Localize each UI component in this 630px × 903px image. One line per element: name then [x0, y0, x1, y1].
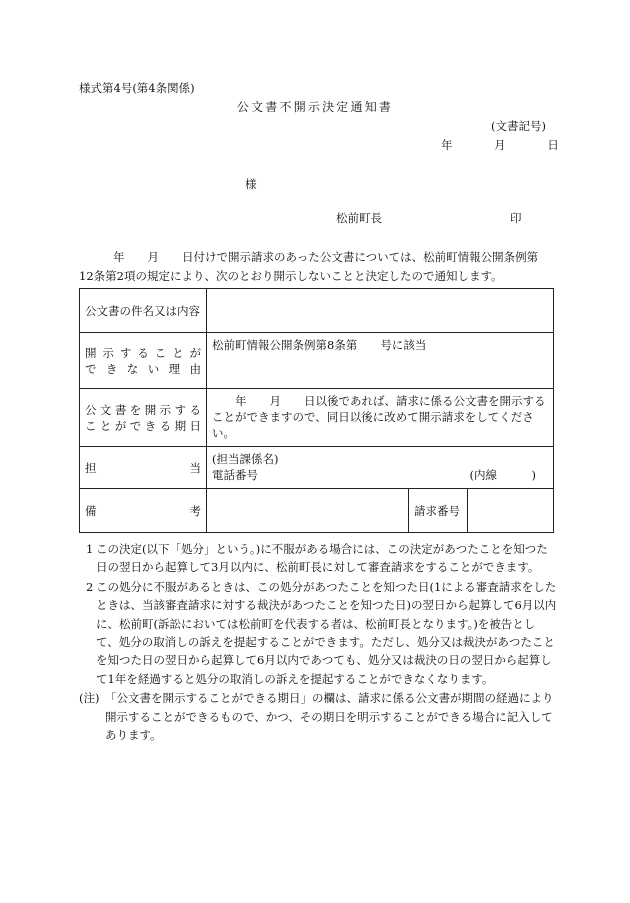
disclosure-date-value: 年 月 日以後であれば、請求に係る公文書を開示することができますので、同日以後に改めて開示請求をしてください。	[207, 389, 554, 447]
date-month: 月	[494, 138, 506, 152]
reason-label-line-1: 開示することが	[85, 345, 201, 360]
note-2-text: この処分に不服があるときは、この処分があつたことを知つた日(1による審査請求をしたときは、当該審査請求に対する裁決があつたことを知つた日)の翌日から起算して6月以内に、松前町(訴訟においては松前町を代表する者は、松前町長となります。)を被告として、処分の取消しの訴えを提起することができます。ただし、処分又は裁決があつたことを知つた日の翌日から起算して6月以内であつても、処分又は裁決の日の翌日から起算して1年を経過すると処分の取消しの訴えを提起することができなくなります。	[96, 579, 557, 686]
body-line-1: 年 月 日付けで開示請求のあった公文書については、松前町情報公開条例第	[113, 250, 539, 264]
note-2	[79, 578, 557, 688]
note-2-number: 2	[86, 579, 94, 594]
table-row	[80, 489, 554, 533]
remarks-label-a: 備	[85, 503, 97, 518]
contact-dept: (担当課係名)	[212, 452, 279, 466]
contact-extension: (内線 )	[469, 468, 537, 482]
disclosure-label-line-1: 公文書を開示する	[85, 402, 201, 417]
addressee-suffix: 様	[245, 177, 257, 191]
issuer-name: 松前町長	[336, 211, 382, 225]
remarks-value	[207, 489, 409, 533]
table-row	[80, 333, 554, 389]
decision-table	[79, 288, 554, 533]
contact-label-a: 担	[85, 460, 97, 475]
subject-label: 公文書の件名又は内容	[80, 289, 207, 333]
notice-body	[79, 248, 555, 286]
request-number-label: 請求番号	[409, 489, 468, 533]
note-caution	[79, 689, 557, 744]
date-day: 日	[547, 138, 559, 152]
table-row	[80, 389, 554, 447]
notes-section	[79, 540, 557, 745]
seal-mark: 印	[510, 211, 522, 225]
remarks-label	[80, 489, 207, 533]
contact-value	[207, 447, 554, 489]
body-line-2: 12条第2項の規定により、次のとおり開示しないことと決定したので通知します。	[79, 269, 503, 283]
note-1-text: この決定(以下「処分」という。)に不服がある場合には、この決定があつたことを知つた日の翌日から起算して3月以内に、松前町長に対して審査請求をすることができます。	[96, 542, 548, 575]
remarks-label-b: 考	[189, 503, 201, 518]
note-1-number: 1	[86, 542, 94, 556]
date-line	[441, 137, 559, 153]
table-row	[80, 447, 554, 489]
document-title: 公文書不開示決定通知書	[236, 100, 394, 114]
note-1	[79, 540, 557, 577]
reason-label-line-2: できない理由	[85, 361, 201, 376]
date-year: 年	[441, 138, 453, 152]
request-number-value	[468, 489, 554, 533]
disclosure-label-line-2: ことができる期日	[85, 418, 201, 433]
contact-label	[80, 447, 207, 489]
reason-value: 松前町情報公開条例第8条第 号に該当	[207, 333, 554, 389]
reason-label	[80, 333, 207, 389]
disclosure-date-label	[80, 389, 207, 447]
table-row	[80, 289, 554, 333]
form-number: 様式第4号(第4条関係)	[79, 81, 195, 95]
note-caution-text: 「公文書を開示することができる期日」の欄は、請求に係る公文書が期間の経過により開示することができるもので、かつ、その期日を明示することができる場合に記入してあります。	[105, 691, 554, 743]
document-number: (文書記号)	[491, 119, 546, 133]
contact-phone: 電話番号	[212, 468, 258, 482]
subject-value	[207, 289, 554, 333]
contact-label-b: 当	[189, 460, 201, 475]
note-caution-label: (注)	[79, 691, 100, 706]
